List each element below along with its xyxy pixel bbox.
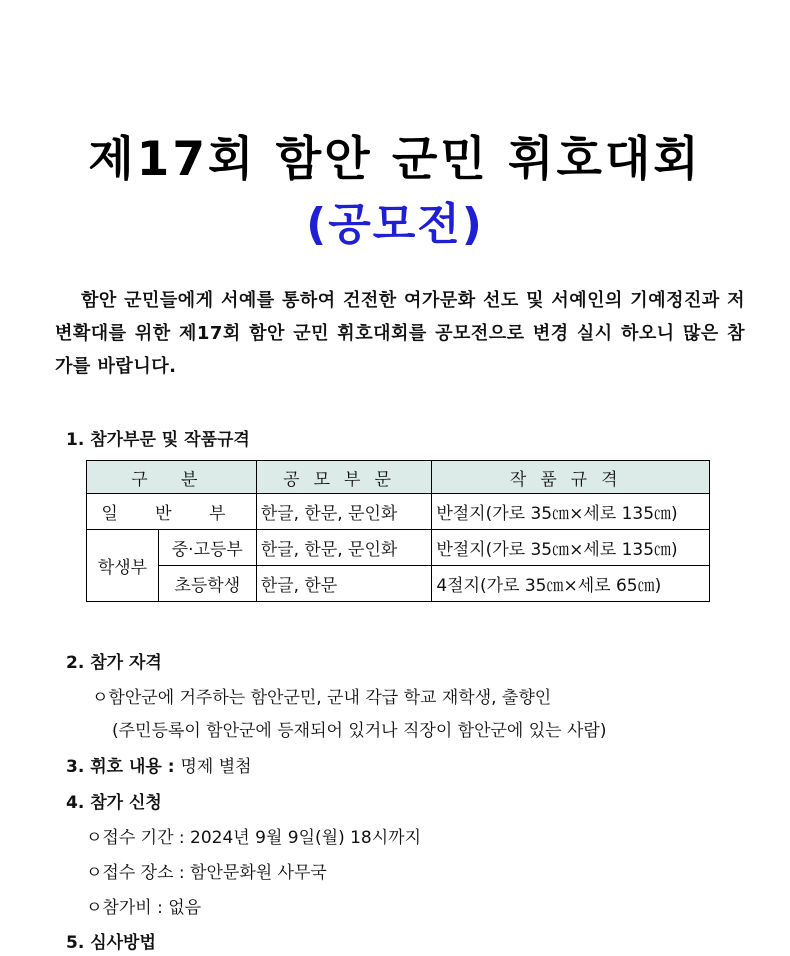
row-field: 한글, 한문, 문인화 xyxy=(256,530,432,566)
section-3-title: 3. 휘호 내용 : xyxy=(66,757,175,777)
entry-fee: ㅇ참가비 : 없음 xyxy=(86,898,202,918)
section-4-title: 4. 참가 신청 xyxy=(66,793,162,813)
section-3 xyxy=(66,752,252,777)
section-5-title: 5. 심사방법 xyxy=(66,933,156,953)
table-row xyxy=(87,530,710,566)
application-place: ㅇ접수 장소 : 함안문화원 사무국 xyxy=(86,863,327,883)
row-spec: 반절지(가로 35㎝×세로 135㎝) xyxy=(432,494,710,530)
row-group: 학생부 xyxy=(87,530,159,602)
table-row xyxy=(87,566,710,602)
section-2-title: 2. 참가 자격 xyxy=(66,653,162,673)
category-spec-table xyxy=(86,460,710,602)
row-field: 한글, 한문, 문인화 xyxy=(256,494,432,530)
section-3-value: 명제 별첨 xyxy=(180,757,252,777)
intro-paragraph: 함안 군민들에게 서예를 통하여 건전한 여가문화 선도 및 서예인의 기예정진과 저변확대를 위한 제17회 함안 군민 휘호대회를 공모전으로 변경 실시 하오니 많은 참가를 바랍니다. xyxy=(55,290,745,377)
application-period: ㅇ접수 기간 : 2024년 9월 9일(월) 18시까지 xyxy=(86,828,422,848)
page-title: 제17회 함안 군민 휘호대회 xyxy=(88,132,702,187)
table-header-row xyxy=(87,461,710,494)
header-spec: 작품규격 xyxy=(432,461,710,494)
row-spec: 반절지(가로 35㎝×세로 135㎝) xyxy=(432,530,710,566)
row-field: 한글, 한문 xyxy=(256,566,432,602)
section-1-title: 1. 참가부문 및 작품규격 xyxy=(66,430,250,450)
row-category: 중·고등부 xyxy=(158,530,256,566)
eligibility-item: ㅇ함안군에 거주하는 함안군민, 군내 각급 학교 재학생, 출향인 xyxy=(92,688,552,708)
row-spec: 4절지(가로 35㎝×세로 65㎝) xyxy=(432,566,710,602)
row-category: 일 반 부 xyxy=(87,494,257,530)
row-category: 초등학생 xyxy=(158,566,256,602)
header-division: 구 분 xyxy=(87,461,257,494)
table-row xyxy=(87,494,710,530)
page-subtitle: (공모전) xyxy=(306,199,484,250)
eligibility-note: (주민등록이 함안군에 등재되어 있거나 직장이 함안군에 있는 사람) xyxy=(112,721,607,741)
header-field: 공모부문 xyxy=(256,461,432,494)
